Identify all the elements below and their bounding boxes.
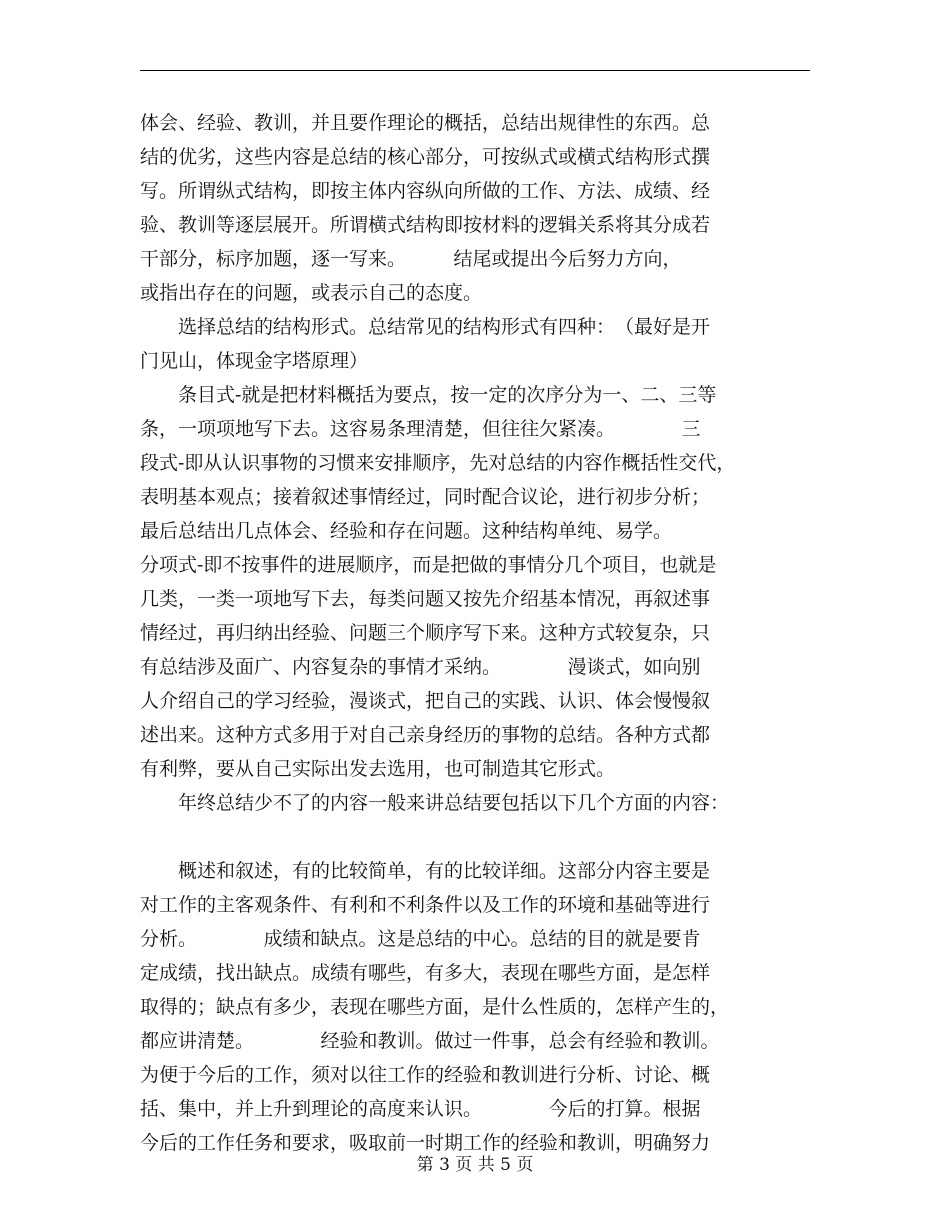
text-line-15: 几类，一类一项地写下去，每类问题又按先介绍基本情况，再叙述事 [140,588,711,610]
text-line-26: 定成绩，找出缺点。成绩有哪些，有多大，表现在哪些方面，是怎样 [140,962,711,984]
text-line-7: 选择总结的结构形式。总结常见的结构形式有四种： （最好是开 [140,316,711,338]
text-line-12: 表明基本观点；接着叙述事情经过，同时配合议论，进行初步分析； [140,486,711,508]
text-line-20: 有利弊，要从自己实际出发去选用，也可制造其它形式。 [140,758,616,780]
text-line-29: 为便于今后的工作，须对以往工作的经验和教训进行分析、讨论、概 [140,1064,711,1086]
text-line-9: 条目式-就是把材料概括为要点，按一定的次序分为一、二、三等 [140,384,717,406]
text-line-10: 条，一项项地写下去。这容易条理清楚，但往往欠紧凑。 三 [140,418,701,440]
text-line-2: 结的优劣，这些内容是总结的核心部分，可按纵式或横式结构形式撰 [140,146,711,168]
text-line-17: 有总结涉及面广、内容复杂的事情才采纳。 漫谈式，如向别 [140,656,701,678]
text-line-27: 取得的；缺点有多少，表现在哪些方面，是什么性质的，怎样产生的， [140,996,730,1018]
text-line-13: 最后总结出几点体会、经验和存在问题。这种结构单纯、易学。 [140,520,673,542]
text-line-1: 体会、经验、教训，并且要作理论的概括，总结出规律性的东西。总 [140,112,711,134]
page-number-footer: 第 3 页 共 5 页 [416,1155,534,1175]
text-line-30: 括、集中，并上升到理论的高度来认识。 今后的打算。根据 [140,1098,701,1120]
text-line-21: 年终总结少不了的内容一般来讲总结要包括以下几个方面的内容： [140,792,730,814]
text-line-5: 干部分，标序加题，逐一写来。 结尾或提出今后努力方向， [140,248,682,270]
text-line-3: 写。所谓纵式结构，即按主体内容纵向所做的工作、方法、成绩、经 [140,180,711,202]
text-line-11: 段式-即从认识事物的习惯来安排顺序，先对总结的内容作概括性交代， [140,452,736,474]
text-line-23: 概述和叙述，有的比较简单，有的比较详细。这部分内容主要是 [140,860,711,882]
text-line-6: 或指出存在的问题，或表示自己的态度。 [140,282,483,304]
text-line-4: 验、教训等逐层展开。所谓横式结构即按材料的逻辑关系将其分成若 [140,214,711,236]
text-line-28: 都应讲清楚。 经验和教训。做过一件事，总会有经验和教训。 [140,1030,720,1052]
text-line-18: 人介绍自己的学习经验，漫谈式，把自己的实践、认识、体会慢慢叙 [140,690,711,712]
text-line-25: 分析。 成绩和缺点。这是总结的中心。总结的目的就是要肯 [140,928,701,950]
text-line-24: 对工作的主客观条件、有利和不利条件以及工作的环境和基础等进行 [140,894,711,916]
text-line-31: 今后的工作任务和要求，吸取前一时期工作的经验和教训，明确努力 [140,1132,711,1154]
text-line-19: 述出来。这种方式多用于对自己亲身经历的事物的总结。各种方式都 [140,724,711,746]
text-line-22 [140,820,820,854]
text-line-14: 分项式-即不按事件的进展顺序，而是把做的事情分几个项目，也就是 [140,554,717,576]
body-text [140,106,820,1160]
header-rule [140,70,810,71]
text-line-16: 情经过，再归纳出经验、问题三个顺序写下来。这种方式较复杂，只 [140,622,711,644]
text-line-8: 门见山，体现金字塔原理） [140,350,369,372]
